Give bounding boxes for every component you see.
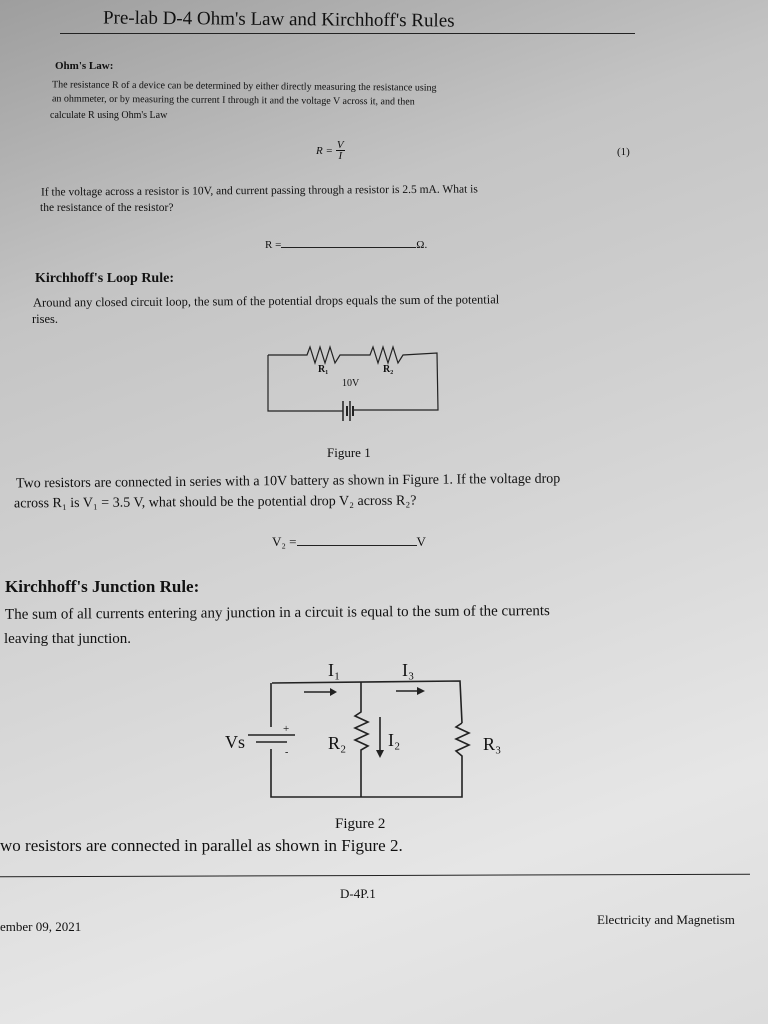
footer-course: Electricity and Magnetism — [597, 912, 735, 927]
figure-1-r2-label: R₂ — [383, 364, 394, 375]
loop-rule-heading: Kirchhoff's Loop Rule: — [35, 271, 174, 286]
figure-2-plus-sign: + — [283, 723, 290, 735]
figure-2-i1-label: I₁ — [328, 660, 341, 680]
answer-suffix: V — [416, 534, 426, 549]
figure-1-caption: Figure 1 — [327, 445, 371, 460]
ohms-law-heading: Ohm's Law: — [55, 60, 114, 72]
junction-paragraph-line: The sum of all currents entering any junction in a circuit is equal to the sum of the currents — [4, 603, 550, 623]
figure-1-battery-label: 10V — [342, 378, 360, 389]
equation-number: (1) — [617, 146, 630, 158]
ohms-question-line: the resistance of the resistor? — [40, 202, 174, 214]
junction-paragraph-line: leaving that junction. — [4, 631, 132, 647]
footer-date: ember 09, 2021 — [0, 919, 82, 934]
page-number: D-4P.1 — [340, 886, 376, 901]
answer-suffix: Ω. — [416, 239, 428, 251]
ohms-question-line: If the voltage across a resistor is 10V, and current passing through a resistor is 2.5 mA. What is — [40, 183, 478, 199]
loop-question-line: Two resistors are connected in series with a 10V battery as shown in Figure 1. If the voltage drop — [15, 471, 561, 492]
figure-2-i3-label: I₃ — [402, 660, 415, 680]
equation-lhs: R = — [316, 144, 333, 157]
figure-2-i2-label: I₂ — [388, 730, 401, 750]
figure-2-r2-label: R₂ — [328, 733, 347, 753]
answer-prefix: V₂ = — [272, 534, 297, 549]
junction-rule-heading: Kirchhoff's Junction Rule: — [5, 577, 200, 596]
ohms-paragraph-line: The resistance R of a device can be determined by either directly measuring the resistance using — [51, 79, 437, 94]
figure-2-r3-label: R₃ — [483, 734, 502, 754]
equation-numerator: V — [336, 139, 344, 151]
page-title: Pre-lab D-4 Ohm's Law and Kirchhoff's Rules — [102, 7, 455, 32]
loop-paragraph-line: Around any closed circuit loop, the sum of the potential drops equals the sum of the potential — [32, 292, 500, 310]
loop-question-line: across R₁ is V₁ = 3.5 V, what should be the potential drop V₂ across R₂? — [13, 493, 417, 512]
equation-denominator: I — [338, 150, 343, 162]
ohms-paragraph-line: an ohmmeter, or by measuring the current I through it and the voltage V across it, and then — [51, 93, 415, 108]
figure-2-caption: Figure 2 — [335, 816, 386, 832]
loop-paragraph-line: rises. — [32, 312, 59, 326]
figure-2-minus-sign: - — [285, 747, 289, 758]
figure-2-vs-label: Vs — [225, 732, 246, 752]
figure-1-r1-label: R₁ — [318, 364, 329, 375]
junction-trailing-text: wo resistors are connected in parallel as shown in Figure 2. — [0, 836, 403, 855]
answer-prefix: R = — [265, 239, 282, 251]
voltage-answer-field[interactable] — [272, 534, 426, 550]
ohms-paragraph-line: calculate R using Ohm's Law — [50, 110, 168, 121]
